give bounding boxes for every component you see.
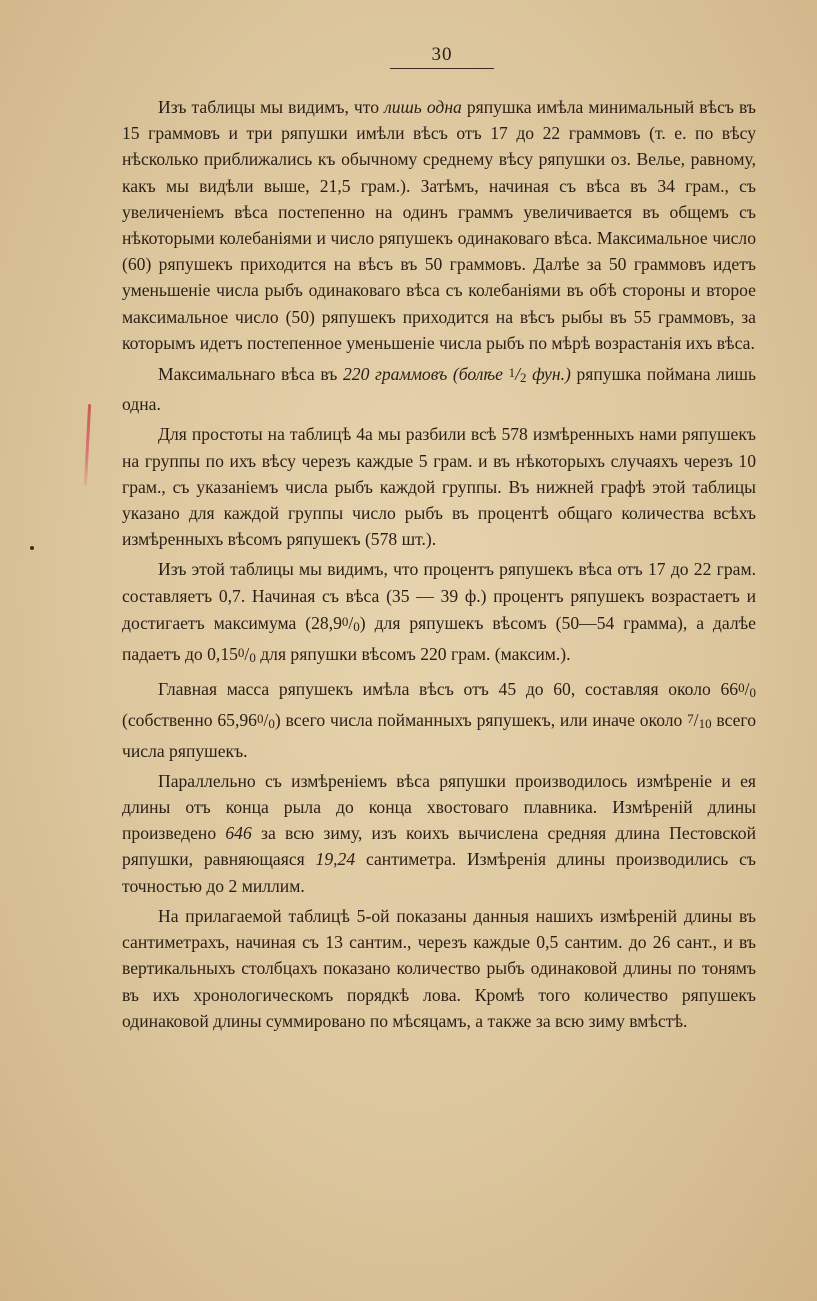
text-run: На прилагаемой таблицѣ 5-ой показаны данныя нашихъ измѣреній длины въ сантиметрахъ, начиная съ 13 сантим., черезъ каждые 0,5 сантим. до 26 сант., и въ вертикальныхъ столбцахъ показано количество рыбъ одинаковой длины по тонямъ въ ихъ хронологическомъ порядкѣ лова. Кромѣ того количество ряпушекъ одинаковой длины суммировано по мѣсяцамъ, а также за всю зиму вмѣстѣ. <box>122 905 756 1031</box>
text-run: Изъ таблицы мы видимъ, что <box>158 97 385 117</box>
text-run: сантиметра. Измѣренія длины производились съ точностью до 2 миллим. <box>122 849 756 896</box>
page-number-rule <box>390 68 494 69</box>
superscript: 0 <box>237 645 245 661</box>
subscript: 0 <box>268 716 275 732</box>
paragraph <box>122 360 756 417</box>
paragraph <box>122 421 756 552</box>
text-run: / <box>263 710 269 731</box>
italic-run: лишь одна <box>384 97 462 117</box>
text-run: / <box>244 644 250 665</box>
italic-run: фун.) <box>526 364 571 385</box>
superscript: 0 <box>341 613 349 629</box>
text-run: / <box>693 710 699 731</box>
text-run: ряпушка имѣла минимальный вѣсъ въ 15 граммовъ и три ряпушки имѣли вѣсъ отъ 17 до 22 граммовъ (т. е. по вѣсу нѣсколько приближались къ обычному среднему вѣсу ряпушки оз. Велье, равному, какъ мы видѣли выше, 21,5 грам.). Затѣмъ, начиная съ вѣса въ 34 грам., съ увеличеніемъ вѣса постепенно на одинъ граммъ увеличивается въ общемъ съ нѣкоторыми колебаніями и число ряпушекъ одинаковаго вѣса. Максимальное число (60) ряпушекъ приходится на вѣсъ въ 50 граммовъ. Далѣе за 50 граммовъ идетъ уменьшеніе числа рыбъ одинаковаго вѣса съ колебаніями въ обѣ стороны и второе максимальное число (50) ряпушекъ приходится на вѣсъ рыбы въ 55 граммовъ, за которымъ идетъ постепенное уменьшеніе числа рыбъ по мѣрѣ возрастанія ихъ вѣса. <box>122 97 756 353</box>
subscript: 10 <box>698 716 712 732</box>
body-text <box>122 94 756 1038</box>
superscript: 0 <box>256 711 264 727</box>
superscript: 0 <box>738 680 745 696</box>
italic-run: 220 граммовъ (болѣе <box>342 364 509 385</box>
paragraph <box>122 675 756 764</box>
text-run: Параллельно съ измѣреніемъ вѣса ряпушки производилось измѣреніе и ея длины отъ конца рыла до конца хвостоваго плавника. Измѣреній длины произведено <box>122 770 756 844</box>
subscript: 0 <box>749 685 756 701</box>
superscript: 1 <box>508 365 516 381</box>
italic-run: 19,24 <box>315 849 356 870</box>
paragraph <box>122 768 756 899</box>
italic-run: 646 <box>225 823 252 844</box>
page-number: 30 <box>431 44 453 65</box>
text-run: / <box>744 679 750 700</box>
ink-dot-mark <box>30 546 34 550</box>
italic-run: / <box>515 364 520 385</box>
text-run: Изъ этой таблицы мы видимъ, что процентъ ряпушекъ вѣса отъ 17 до 22 грам. составляетъ 0,7. Начиная съ вѣса (35 — 39 ф.) процентъ ряпушекъ возрастаетъ и достигаетъ максимума (28,9 <box>122 559 756 633</box>
paragraph <box>122 903 756 1034</box>
pencil-margin-mark <box>84 404 91 486</box>
text-run: Главная масса ряпушекъ имѣла вѣсъ отъ 45 до 60, составляя около 66 <box>158 679 739 700</box>
text-run: ) всего числа пойманныхъ ряпушекъ, или иначе около <box>274 710 688 731</box>
text-run: / <box>348 612 354 633</box>
subscript: 0 <box>249 650 256 666</box>
text-run: всего числа ряпушекъ. <box>122 710 756 761</box>
superscript: 7 <box>687 711 694 727</box>
subscript: 0 <box>353 618 360 634</box>
text-run: ряпушка поймана лишь одна. <box>122 364 756 415</box>
text-run: Для простоты на таблицѣ 4а мы разбили всѣ 578 измѣренныхъ нами ряпушекъ на группы по ихъ вѣсу черезъ каждые 5 грам. и въ нѣкоторыхъ случаяхъ черезъ 10 грам., съ указаніемъ числа рыбъ каждой группы. Въ нижней графѣ этой таблицы указано для каждой группы число рыбъ въ процентѣ общаго количества всѣхъ измѣренныхъ вѣсомъ ряпушекъ (578 шт.). <box>122 424 756 550</box>
text-run: для ряпушки вѣсомъ 220 грам. (максим.). <box>255 644 571 665</box>
paragraph <box>122 94 756 356</box>
text-run: Максимальнаго вѣса въ <box>158 364 343 385</box>
subscript: 2 <box>520 370 527 386</box>
paragraph <box>122 556 756 671</box>
text-run: за всю зиму, изъ коихъ вычислена средняя длина Пестовской ряпушки, равняющаяся <box>122 823 757 870</box>
text-run: ) для ряпушекъ вѣсомъ (50—54 грамма), а далѣе падаетъ до 0,15 <box>122 612 756 665</box>
text-run: (собственно 65,96 <box>122 710 257 731</box>
